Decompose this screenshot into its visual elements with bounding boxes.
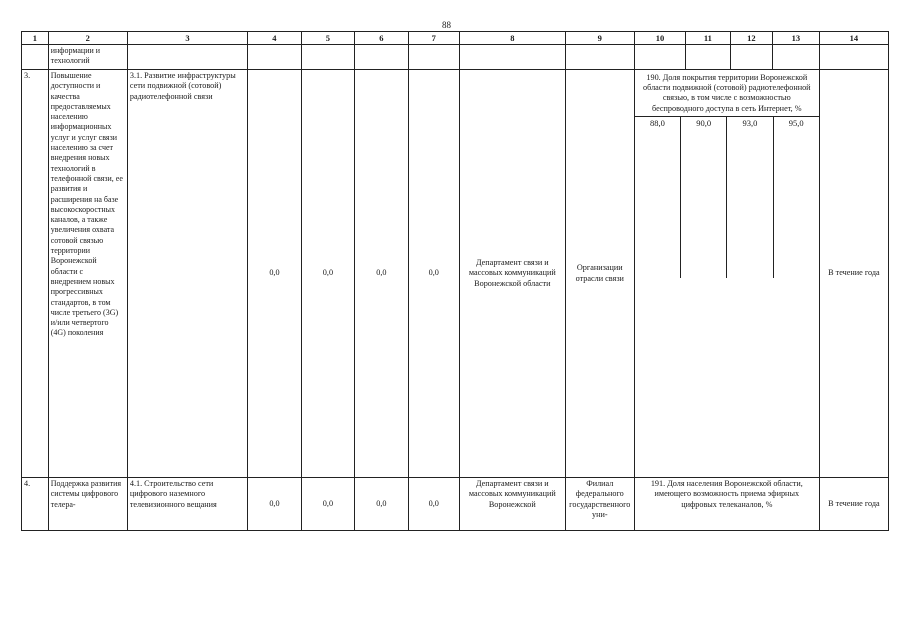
executor-text: Организации отрасли связи xyxy=(565,70,634,478)
executor-text: Филиал федерального государственного уни- xyxy=(565,478,634,531)
row-number: 4. xyxy=(22,478,49,531)
value-cell: 0,0 xyxy=(248,70,301,478)
program-table xyxy=(21,31,889,531)
header-cell: 4 xyxy=(248,32,301,45)
header-cell: 14 xyxy=(819,32,888,45)
header-cell: 11 xyxy=(686,32,731,45)
value-cell: 0,0 xyxy=(248,478,301,531)
term-text: В течение года xyxy=(819,70,888,478)
header-cell: 3 xyxy=(127,32,247,45)
goal-text: Повышение доступности и качества предоставляемых населению информационных услуг и услуг связи населению за счет внедрения новых технологий в телефонной связи, ее развития и расширения на базе высокоскоростных каналов, а также увеличения охвата сотовой связью территории Воронежской области с внедрением новых прогрессивных стандартов, в том числе третьего (3G) и/или четвертого (4G) поколения xyxy=(48,70,127,478)
continued-goal-text: информации и технологий xyxy=(48,45,127,70)
indicator-title: 191. Доля населения Воронежской области, имеющего возможность приема эфирных цифровых телеканалов, % xyxy=(634,478,819,531)
value-cell: 0,0 xyxy=(355,478,408,531)
header-cell: 1 xyxy=(22,32,49,45)
header-cell: 13 xyxy=(772,32,819,45)
goal-text: Поддержка развития системы цифрового телера- xyxy=(48,478,127,531)
table-row xyxy=(22,70,889,478)
indicator-value: 90,0 xyxy=(681,117,727,278)
indicator-value: 88,0 xyxy=(635,117,681,278)
value-cell: 0,0 xyxy=(408,70,459,478)
header-cell: 9 xyxy=(565,32,634,45)
header-cell: 10 xyxy=(634,32,685,45)
header-cell: 8 xyxy=(459,32,565,45)
table-row xyxy=(22,478,889,531)
indicator-title: 190. Доля покрытия территории Воронежской области подвижной (сотовой) радиотелефонной связью, в том числе с возможностью беспроводного доступа в сеть Интернет, % xyxy=(635,70,819,117)
value-cell: 0,0 xyxy=(355,70,408,478)
responsible-text: Департамент связи и массовых коммуникаций Воронежской области xyxy=(459,70,565,478)
header-cell: 5 xyxy=(301,32,354,45)
value-cell: 0,0 xyxy=(301,478,354,531)
page-number: 88 xyxy=(442,20,451,30)
value-cell: 0,0 xyxy=(301,70,354,478)
header-cell: 12 xyxy=(730,32,772,45)
indicator-value: 93,0 xyxy=(727,117,773,278)
indicator-cell xyxy=(634,70,819,478)
indicator-values xyxy=(635,117,819,278)
responsible-text: Департамент связи и массовых коммуникаций Воронежской xyxy=(459,478,565,531)
term-text: В течение года xyxy=(819,478,888,531)
continuation-row xyxy=(22,45,889,70)
measure-text: 4.1. Строительство сети цифрового наземного телевизионного вещания xyxy=(127,478,247,531)
header-cell: 6 xyxy=(355,32,408,45)
header-cell: 2 xyxy=(48,32,127,45)
row-number: 3. xyxy=(22,70,49,478)
header-cell: 7 xyxy=(408,32,459,45)
measure-text: 3.1. Развитие инфраструктуры сети подвижной (сотовой) радиотелефонной связи xyxy=(127,70,247,478)
header-row xyxy=(22,32,889,45)
indicator-value: 95,0 xyxy=(788,117,804,128)
value-cell: 0,0 xyxy=(408,478,459,531)
